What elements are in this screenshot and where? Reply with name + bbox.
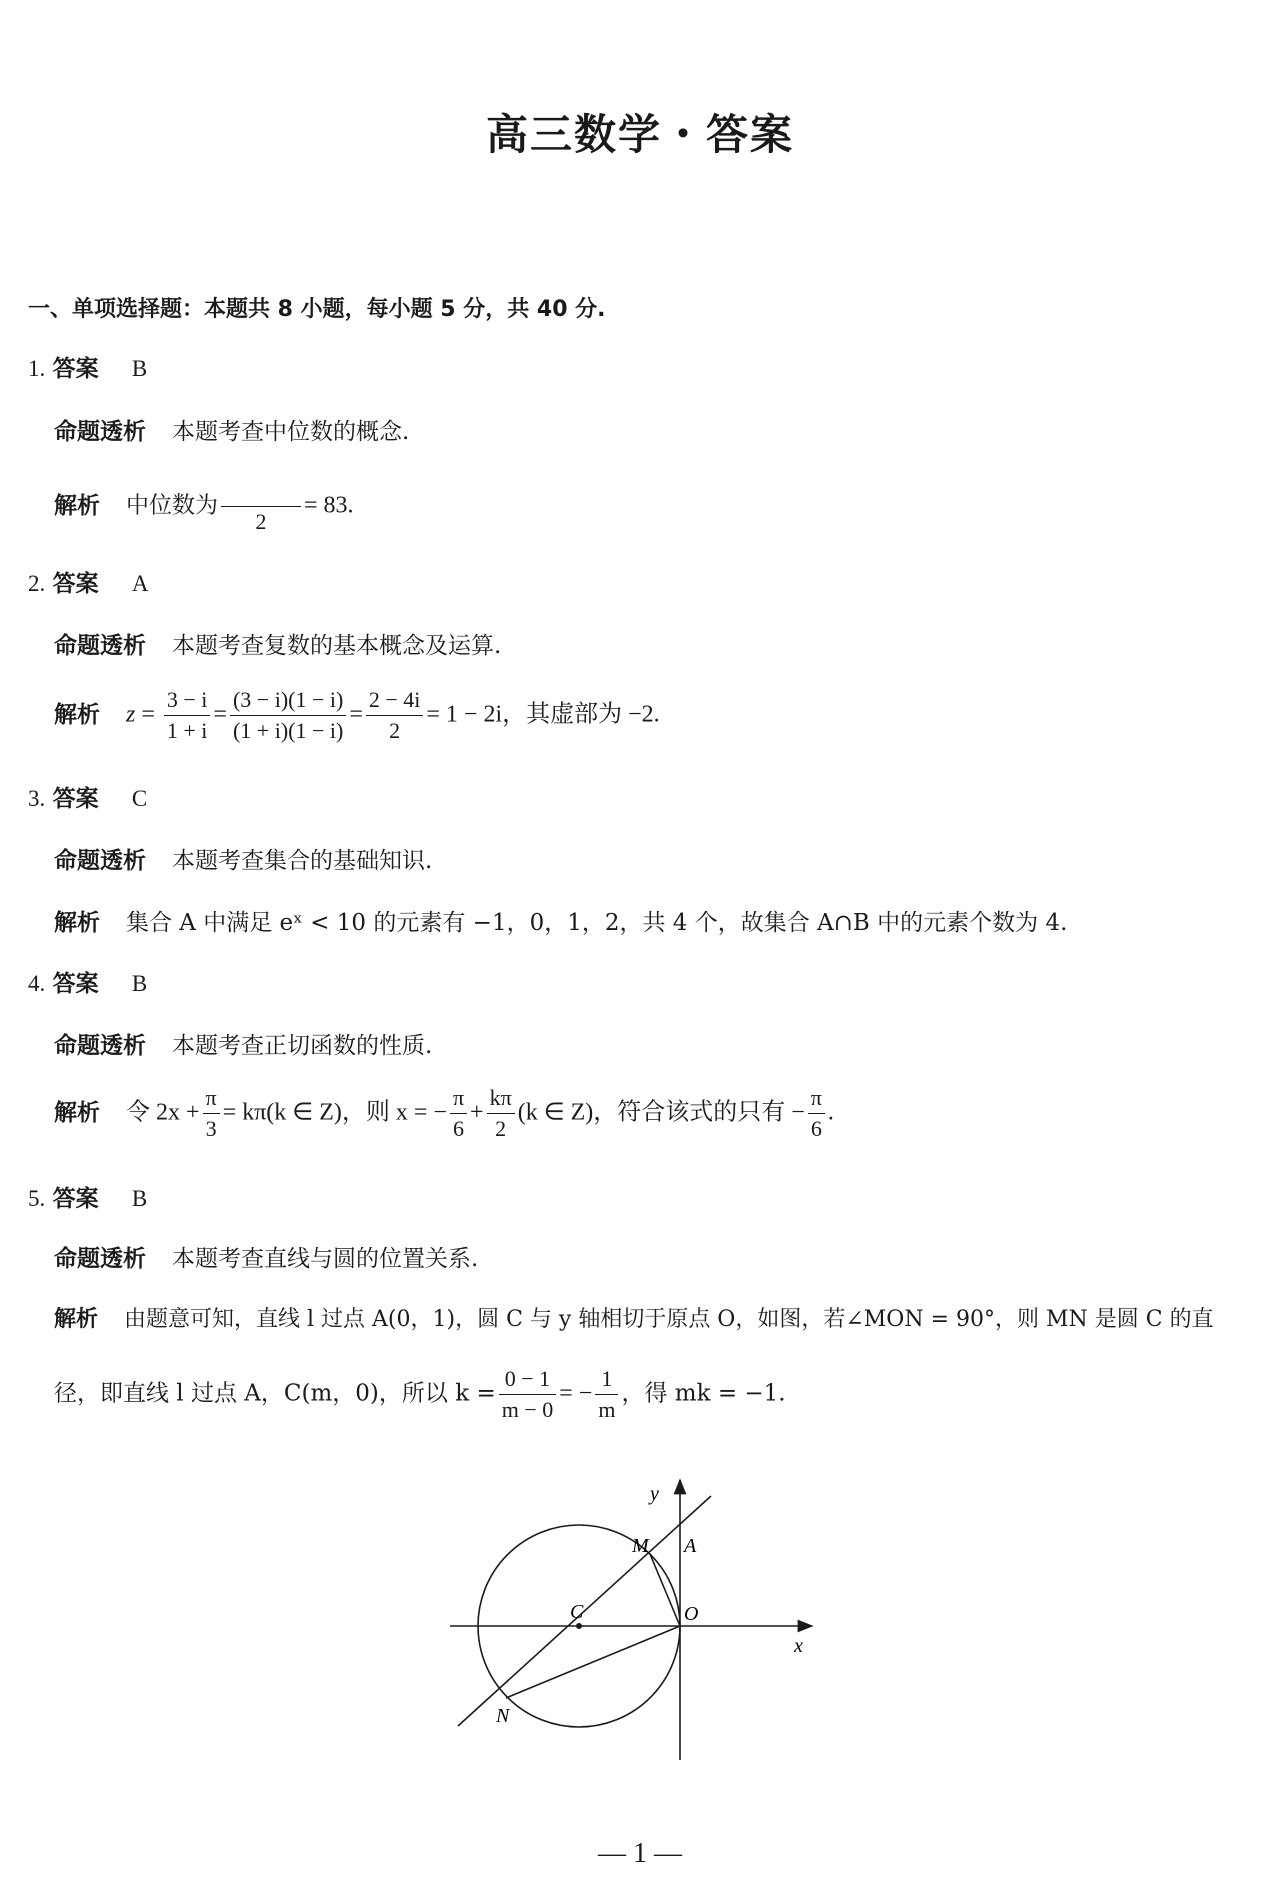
page-number: — 1 — bbox=[598, 1838, 682, 1869]
q1-fraction-numerator bbox=[221, 478, 301, 507]
q2-proposition bbox=[54, 627, 501, 660]
q4-f4-num: π bbox=[808, 1085, 825, 1114]
q1-answer-value: B bbox=[131, 356, 148, 381]
q4-fraction-4 bbox=[808, 1085, 825, 1142]
q2-z: z bbox=[126, 701, 136, 728]
q4-p2: = kπ(k ∈ Z)，则 x = − bbox=[222, 1099, 447, 1126]
q2-number: 2. bbox=[28, 571, 46, 596]
q3-number: 3. bbox=[28, 786, 46, 811]
q5-analysis-line-2 bbox=[54, 1366, 786, 1423]
q5-answer-label: 答案 bbox=[52, 1186, 99, 1212]
q2-fraction-2 bbox=[230, 687, 346, 744]
label-c: C bbox=[570, 1601, 584, 1623]
q5-fraction-2 bbox=[595, 1366, 618, 1423]
q4-fraction-3 bbox=[487, 1085, 515, 1142]
q5-proposition-label: 命题透析 bbox=[54, 1246, 146, 1272]
q2-analysis-label: 解析 bbox=[54, 701, 100, 728]
q4-p4: (k ∈ Z)，符合该式的只有 − bbox=[517, 1099, 805, 1126]
q4-f3-num: kπ bbox=[487, 1085, 515, 1114]
q3-proposition-text: 本题考查集合的基础知识. bbox=[172, 848, 433, 874]
q1-analysis-prefix: 中位数为 bbox=[126, 492, 218, 519]
q5-answer-value: B bbox=[131, 1186, 148, 1211]
q4-analysis bbox=[54, 1085, 834, 1142]
center-point bbox=[576, 1623, 582, 1629]
q5-proposition bbox=[54, 1240, 478, 1273]
q5-line2-prefix: 径，即直线 l 过点 A，C(m，0)，所以 k = bbox=[54, 1380, 496, 1407]
q1-proposition-label: 命题透析 bbox=[54, 419, 146, 445]
q4-f2-den: 6 bbox=[452, 1116, 464, 1141]
label-x: x bbox=[794, 1635, 803, 1657]
q1-analysis-label: 解析 bbox=[54, 492, 100, 519]
q2-f1-num: 3 − i bbox=[164, 687, 211, 716]
q4-proposition-text: 本题考查正切函数的性质. bbox=[172, 1033, 433, 1059]
q5-f1-num: 0 − 1 bbox=[499, 1366, 557, 1395]
q2-proposition-text: 本题考查复数的基本概念及运算. bbox=[172, 633, 502, 659]
q4-f2-num: π bbox=[450, 1085, 467, 1114]
q2-answer-label: 答案 bbox=[52, 571, 99, 597]
q5-analysis-line-1 bbox=[54, 1302, 1214, 1333]
q3-answer-line bbox=[28, 780, 147, 813]
q4-f1-den: 3 bbox=[205, 1116, 217, 1141]
q1-fraction bbox=[221, 478, 301, 535]
label-n: N bbox=[496, 1705, 510, 1727]
q5-answer-line bbox=[28, 1180, 147, 1213]
q5-analysis-text-1: 由题意可知，直线 l 过点 A(0，1)，圆 C 与 y 轴相切于原点 O，如图，若∠MON = 90°，则 MN 是圆 C 的直 bbox=[124, 1307, 1214, 1332]
q4-answer-value: B bbox=[131, 971, 148, 996]
q4-answer-label: 答案 bbox=[52, 971, 99, 997]
q3-analysis bbox=[54, 904, 1067, 937]
q4-p5: . bbox=[827, 1099, 834, 1126]
q2-answer-line bbox=[28, 565, 149, 598]
q4-fraction-1 bbox=[203, 1085, 220, 1142]
q5-proposition-text: 本题考查直线与圆的位置关系. bbox=[172, 1246, 479, 1272]
q5-f1-den: m − 0 bbox=[501, 1397, 554, 1422]
q2-fraction-3 bbox=[366, 687, 424, 744]
q1-answer-line bbox=[28, 350, 147, 383]
q4-proposition bbox=[54, 1027, 432, 1060]
q4-fraction-2 bbox=[450, 1085, 467, 1142]
label-o: O bbox=[684, 1603, 699, 1625]
q4-p3: + bbox=[470, 1099, 484, 1126]
q4-f4-den: 6 bbox=[810, 1116, 822, 1141]
q1-proposition-text: 本题考查中位数的概念. bbox=[172, 419, 410, 445]
q2-f1-den: 1 + i bbox=[166, 718, 208, 743]
q2-analysis: 解析 z = $\frac{3 - i}{1 + i}$ = $\frac{(3 - i)(1 - i)}{(1 + i)(1 - i)}$ = $\frac{2 - 4i}{2}$ = 1 − 2i，其虚部为 −2. bbox=[54, 687, 660, 743]
label-a: A bbox=[684, 1535, 697, 1557]
q5-fraction-1 bbox=[499, 1366, 557, 1423]
q1-analysis-suffix: = 83. bbox=[304, 492, 354, 519]
q2-f3-num: 2 − 4i bbox=[366, 687, 424, 716]
q3-analysis-text: 集合 A 中满足 eˣ < 10 的元素有 −1，0，1，2，共 4 个，故集合 A∩B 中的元素个数为 4. bbox=[126, 910, 1068, 936]
segment-om bbox=[650, 1554, 680, 1626]
q2-answer-value: A bbox=[131, 571, 149, 596]
q4-f3-den: 2 bbox=[495, 1116, 507, 1141]
q4-analysis-label: 解析 bbox=[54, 1099, 100, 1126]
q5-mid: = − bbox=[559, 1380, 593, 1407]
q5-f2-num: 1 bbox=[595, 1366, 618, 1395]
label-y: y bbox=[650, 1483, 659, 1505]
q2-proposition-label: 命题透析 bbox=[54, 633, 146, 659]
q5-analysis-label: 解析 bbox=[54, 1307, 99, 1332]
q1-fraction-denominator: 2 bbox=[255, 509, 267, 534]
q3-answer-label: 答案 bbox=[52, 786, 99, 812]
q3-answer-value: C bbox=[131, 786, 148, 811]
q4-number: 4. bbox=[28, 971, 46, 996]
q5-line2-suffix: ，得 mk = −1. bbox=[621, 1380, 786, 1407]
q3-analysis-label: 解析 bbox=[54, 910, 100, 936]
q5-f2-den: m bbox=[598, 1397, 616, 1422]
section-heading: 一、单项选择题：本题共 8 小题，每小题 5 分，共 40 分. bbox=[28, 297, 606, 322]
q4-p1: 令 2x + bbox=[126, 1099, 200, 1126]
q1-answer-label: 答案 bbox=[52, 356, 99, 382]
segment-on bbox=[506, 1626, 680, 1698]
q3-proposition-label: 命题透析 bbox=[54, 848, 146, 874]
page-title: 高三数学・答案 bbox=[485, 110, 794, 159]
q4-proposition-label: 命题透析 bbox=[54, 1033, 146, 1059]
q2-f3-den: 2 bbox=[389, 718, 401, 743]
q1-number: 1. bbox=[28, 356, 46, 381]
q2-f2-num: (3 − i)(1 − i) bbox=[230, 687, 346, 716]
q2-f2-den: (1 + i)(1 − i) bbox=[232, 718, 344, 743]
circle-line-figure bbox=[440, 1470, 840, 1770]
q2-fraction-1 bbox=[164, 687, 211, 744]
q1-proposition bbox=[54, 413, 409, 446]
q3-proposition bbox=[54, 842, 432, 875]
q1-analysis bbox=[54, 478, 354, 535]
q2-analysis-suffix: = 1 − 2i，其虚部为 −2. bbox=[426, 701, 660, 728]
q5-number: 5. bbox=[28, 1186, 46, 1211]
label-m: M bbox=[632, 1535, 649, 1557]
q4-f1-num: π bbox=[203, 1085, 220, 1114]
q4-answer-line bbox=[28, 965, 147, 998]
